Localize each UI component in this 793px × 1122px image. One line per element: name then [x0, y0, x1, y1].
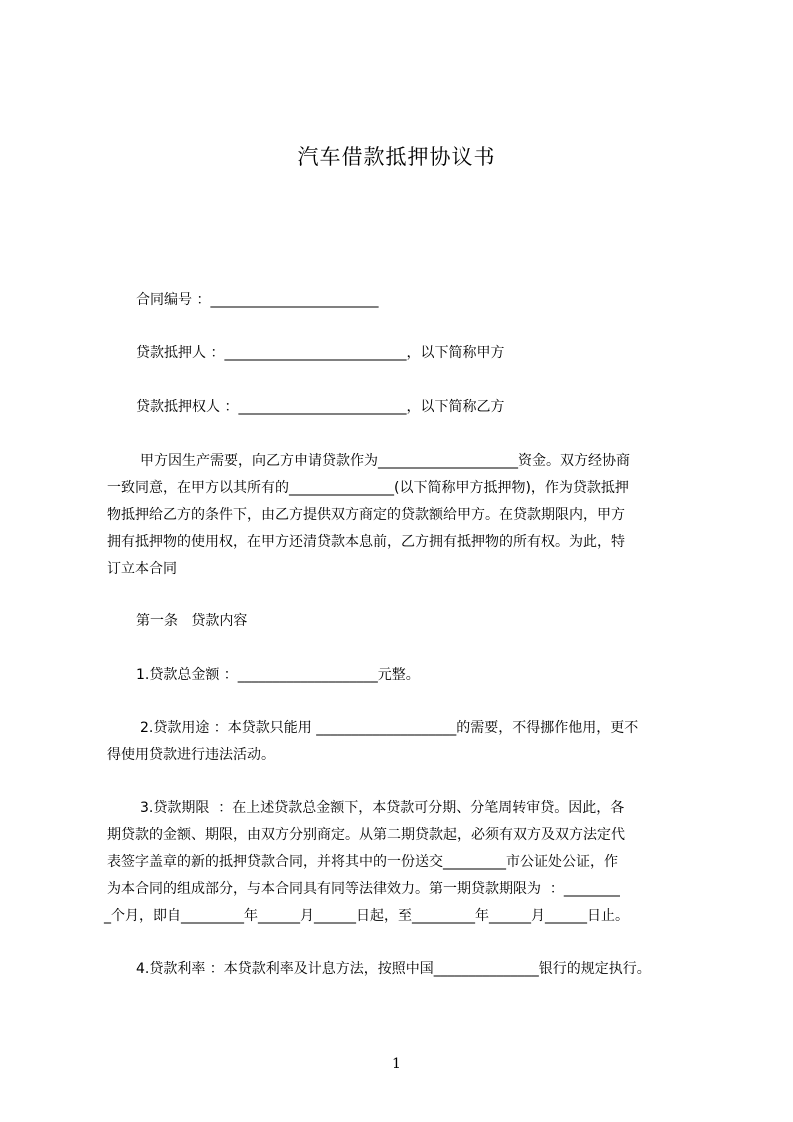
item1-loan-amount: 1.贷款总金额 ：____________________元整。: [136, 667, 420, 683]
mortgagor-line: 贷款抵押人 ：__________________________，以下简称甲方: [136, 345, 505, 361]
page-number: 1: [392, 1056, 401, 1072]
item4-interest-rate: 4.贷款利率 ：本贷款利率及计息方法，按照中国_______________银行的规定执行。: [136, 961, 651, 977]
item3-line-5: _个月，即自_________年______月______日起，至_________年______月______日止。: [104, 908, 629, 924]
item2-line-1: 2.贷款用途 ：本贷款只能用 ____________________的需要，不得挪作他用，更不: [140, 720, 639, 736]
mortgagee-line: 贷款抵押权人 ：________________________，以下简称乙方: [136, 399, 505, 415]
item2-line-2: 得使用贷款进行违法活动。: [107, 747, 275, 763]
intro-line-3: 物抵押给乙方的条件下，由乙方提供双方商定的贷款额给甲方。在贷款期限内，甲方: [107, 507, 625, 523]
intro-line-2: 一致同意，在甲方以其所有的_______________(以下简称甲方抵押物)，作为贷款抵押: [107, 480, 629, 496]
item3-line-4: 为本合同的组成部分，与本合同具有同等法律效力。第一期贷款期限为 ：________: [107, 881, 620, 897]
document-title: 汽车借款抵押协议书: [297, 145, 496, 169]
intro-line-5: 订立本合同: [107, 561, 177, 577]
intro-line-1: 甲方因生产需要，向乙方申请贷款作为____________________资金。双方经协商: [140, 453, 630, 469]
contract-number-line: 合同编号 ：________________________: [136, 292, 379, 308]
item3-line-2: 期贷款的金额、期限，由双方分别商定。从第二期贷款起，必须有双方及双方法定代: [107, 827, 625, 843]
item3-line-3: 表签字盖章的新的抵押贷款合同，并将其中的一份送交_________市公证处公证，作: [107, 854, 618, 870]
item3-line-1: 3.贷款期限 ：在上述贷款总金额下，本贷款可分期、分笔周转审贷。因此，各: [140, 800, 625, 816]
intro-line-4: 拥有抵押物的使用权，在甲方还清贷款本息前，乙方拥有抵押物的所有权。为此，特: [107, 534, 625, 550]
article1-heading: 第一条 贷款内容: [136, 613, 248, 629]
